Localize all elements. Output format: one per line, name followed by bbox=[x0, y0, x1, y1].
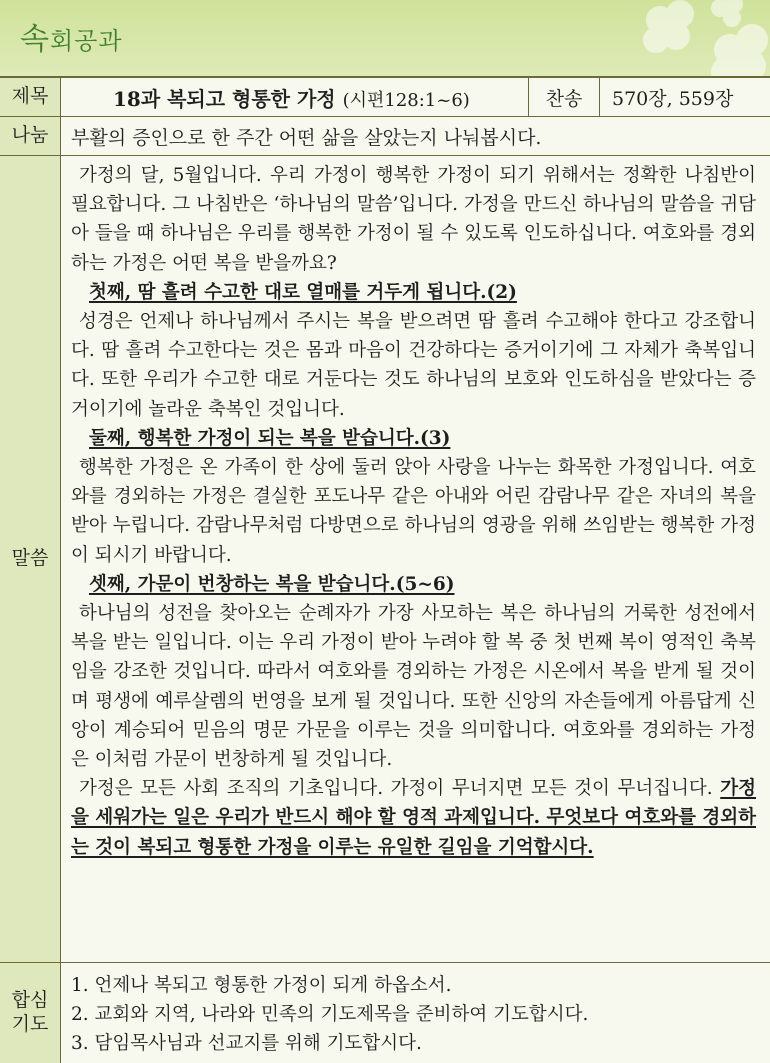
prayer-row bbox=[0, 963, 770, 1063]
hymn-value: 570장, 559장 bbox=[612, 87, 734, 110]
share-row bbox=[0, 117, 770, 156]
conclusion-emphasis: 가정을 세워가는 일은 우리가 반드시 해야 할 영적 과제입니다. 무엇보다 여호와를 경외하는 것이 복되고 형통한 가정을 이루는 유일한 길임을 기억합시다. bbox=[71, 778, 756, 858]
prayer-list bbox=[61, 963, 770, 1063]
lesson-table bbox=[0, 76, 770, 1063]
clover-icon bbox=[600, 0, 770, 76]
title-row bbox=[0, 78, 770, 117]
prayer-item: 3. 담임목사님과 선교지를 위해 기도합시다. bbox=[71, 1033, 422, 1054]
prayer-item: 1. 언제나 복되고 형통한 가정이 되게 하옵소서. bbox=[71, 975, 452, 996]
sermon-row bbox=[0, 156, 770, 963]
share-text: 부활의 증인으로 한 주간 어떤 삶을 살았는지 나눠봅시다. bbox=[61, 117, 770, 155]
point-1-title: 첫째, 땀 흘려 수고한 대로 열매를 거두게 됩니다.(2) bbox=[89, 281, 517, 303]
prayer-item: 2. 교회와 지역, 나라와 민족의 기도제목을 준비하여 기도합시다. bbox=[71, 1004, 589, 1025]
page-heading: 속회공과 bbox=[20, 22, 123, 57]
title-label: 제목 bbox=[0, 78, 61, 116]
point-3-title: 셋째, 가문이 번창하는 복을 받습니다.(5~6) bbox=[89, 573, 455, 595]
point-3-body: 하나님의 성전을 찾아오는 순례자가 가장 사모하는 복은 하나님의 거룩한 성전에서 복을 받는 일입니다. 이는 우리 가정이 받아 누려야 할 복 중 첫 번째 복이 영적인 축복임을 강조한 것입니다. 따라서 여호와를 경외하는 가정은 시온에서 복을 받게 될 것이며 평생에 예루살렘의 번영을 보게 될 것입니다. 또한 신앙의 자손들에게 아름답게 신앙이 계승되어 믿음의 명문 가문을 이루는 것을 의미합니다. 여호와를 경외하는 가정은 이처럼 가문이 번창하게 될 것입니다. bbox=[71, 603, 756, 771]
point-2-body: 행복한 가정은 온 가족이 한 상에 둘러 앉아 사랑을 나누는 화목한 가정입니다. 여호와를 경외하는 가정은 결실한 포도나무 같은 아내와 어린 감람나무 같은 자녀의 복을 받아 누립니다. 감람나무처럼 다방면으로 하나님의 영광을 위해 쓰임받는 행복한 가정이 되시기 바랍니다. bbox=[71, 457, 756, 566]
prayer-label: 합심 기도 bbox=[0, 963, 61, 1063]
sermon-body bbox=[61, 156, 770, 962]
hymn-label: 찬송 bbox=[528, 78, 600, 116]
scripture-reference: (시편128:1~6) bbox=[342, 89, 470, 111]
point-1-body: 성경은 언제나 하나님께서 주시는 복을 받으려면 땀 흘려 수고해야 한다고 강조합니다. 땀 흘려 수고한다는 것은 몸과 마음이 건강하다는 증거이기에 그 자체가 축복입니다. 또한 우리가 수고한 대로 거둔다는 것도 하나님의 보호와 인도하심을 받았다는 증거이기에 놀라운 축복인 것입니다. bbox=[71, 311, 756, 420]
share-label: 나눔 bbox=[0, 117, 61, 155]
point-2-title: 둘째, 행복한 가정이 되는 복을 받습니다.(3) bbox=[89, 427, 451, 449]
sermon-intro: 가정의 달, 5월입니다. 우리 가정이 행복한 가정이 되기 위해서는 정확한 나침반이 필요합니다. 그 나침반은 ‘하나님의 말씀’입니다. 가정을 만드신 하나님의 말씀을 귀담아 들을 때 하나님은 우리를 행복한 가정이 될 수 있도록 인도하십니다. 여호와를 경외하는 가정은 어떤 복을 받을까요? bbox=[71, 165, 756, 274]
lesson-title: 18과 복되고 형통한 가정 (시편128:1~6) bbox=[113, 86, 470, 111]
sermon-conclusion: 가정은 모든 사회 조직의 기초입니다. 가정이 무너지면 모든 것이 무너집니다. 가정을 세워가는 일은 우리가 반드시 해야 할 영적 과제입니다. 무엇보다 여호와를 경외하는 것이 복되고 형통한 가정을 이루는 유일한 길임을 기억합시다. bbox=[71, 778, 756, 858]
sermon-label: 말씀 bbox=[0, 156, 61, 962]
